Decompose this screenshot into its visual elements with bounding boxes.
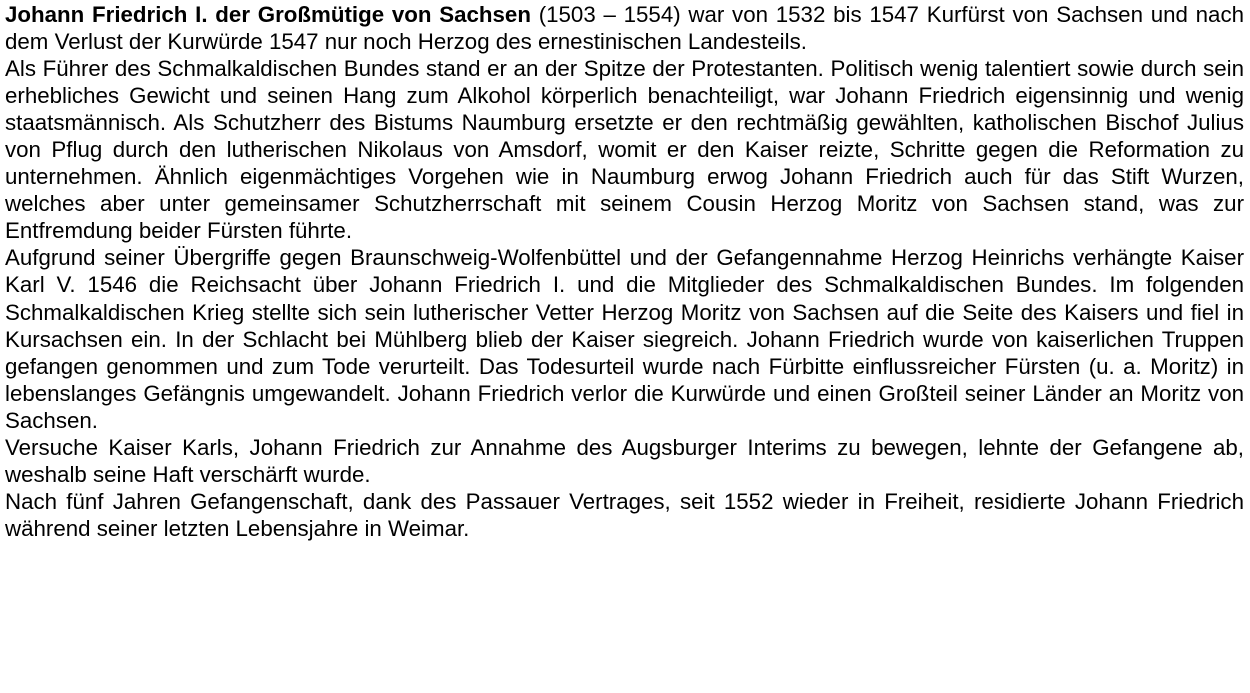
paragraph-imperial-ban: Aufgrund seiner Übergriffe gegen Braunschweig-Wolfenbüttel und der Gefangennahme Herzog Heinrichs verhängte Kaiser Karl V. 1546 die Reichsacht über Johann Friedrich I. und die Mitglieder des Schmalkaldischen Bundes. Im folgenden Schmalkaldischen Krieg stellte sich sein lutherischer Vetter Herzog Moritz von Sachsen auf die Seite des Kaisers und fiel in Kursachsen ein. In der Schlacht bei Mühlberg blieb der Kaiser siegreich. Johann Friedrich wurde von kaiserlichen Truppen gefangen genommen und zum Tode verurteilt. Das Todesurteil wurde nach Fürbitte einflussreicher Fürsten (u. a. Moritz) in lebenslanges Gefängnis umgewandelt. Johann Friedrich verlor die Kurwürde und einen Großteil seiner Länder an Moritz von Sachsen. (5, 245, 1244, 433)
intro-text: (1503 – 1554) war von 1532 bis 1547 Kurfürst von Sachsen und nach dem Verlust der Kurwürde 1547 nur noch Herzog des ernestinischen Landesteils. (5, 2, 1245, 55)
paragraph-augsburg-interim: Versuche Kaiser Karls, Johann Friedrich zur Annahme des Augsburger Interims zu bewegen, lehnte der Gefangene ab, weshalb seine Haft verschärft wurde. (5, 434, 1244, 487)
paragraph-political-role: Als Führer des Schmalkaldischen Bundes stand er an der Spitze der Protestanten. Politisch wenig talentiert sowie durch sein erhebliches Gewicht und seinen Hang zum Alkohol körperlich benachteiligt, war Johann Friedrich eigensinnig und wenig staatsmännisch. Als Schutzherr des Bistums Naumburg ersetzte er den rechtmäßig gewählten, katholischen Bischof Julius von Pflug durch den lutherischen Nikolaus von Amsdorf, womit er den Kaiser reizte, Schritte gegen die Reformation zu unternehmen. Ähnlich eigenmächtiges Vorgehen wie in Naumburg erwog Johann Friedrich auch für das Stift Wurzen, welches aber unter gemeinsamer Schutzherrschaft mit seinem Cousin Herzog Moritz von Sachsen stand, was zur Entfremdung beider Fürsten führte. (5, 56, 1244, 244)
intro-paragraph (5, 1, 1244, 55)
paragraph-release: Nach fünf Jahren Gefangenschaft, dank des Passauer Vertrages, seit 1552 wieder in Freiheit, residierte Johann Friedrich während seiner letzten Lebensjahre in Weimar. (5, 488, 1244, 541)
subject-name: Johann Friedrich I. der Großmütige von Sachsen (5, 2, 531, 27)
